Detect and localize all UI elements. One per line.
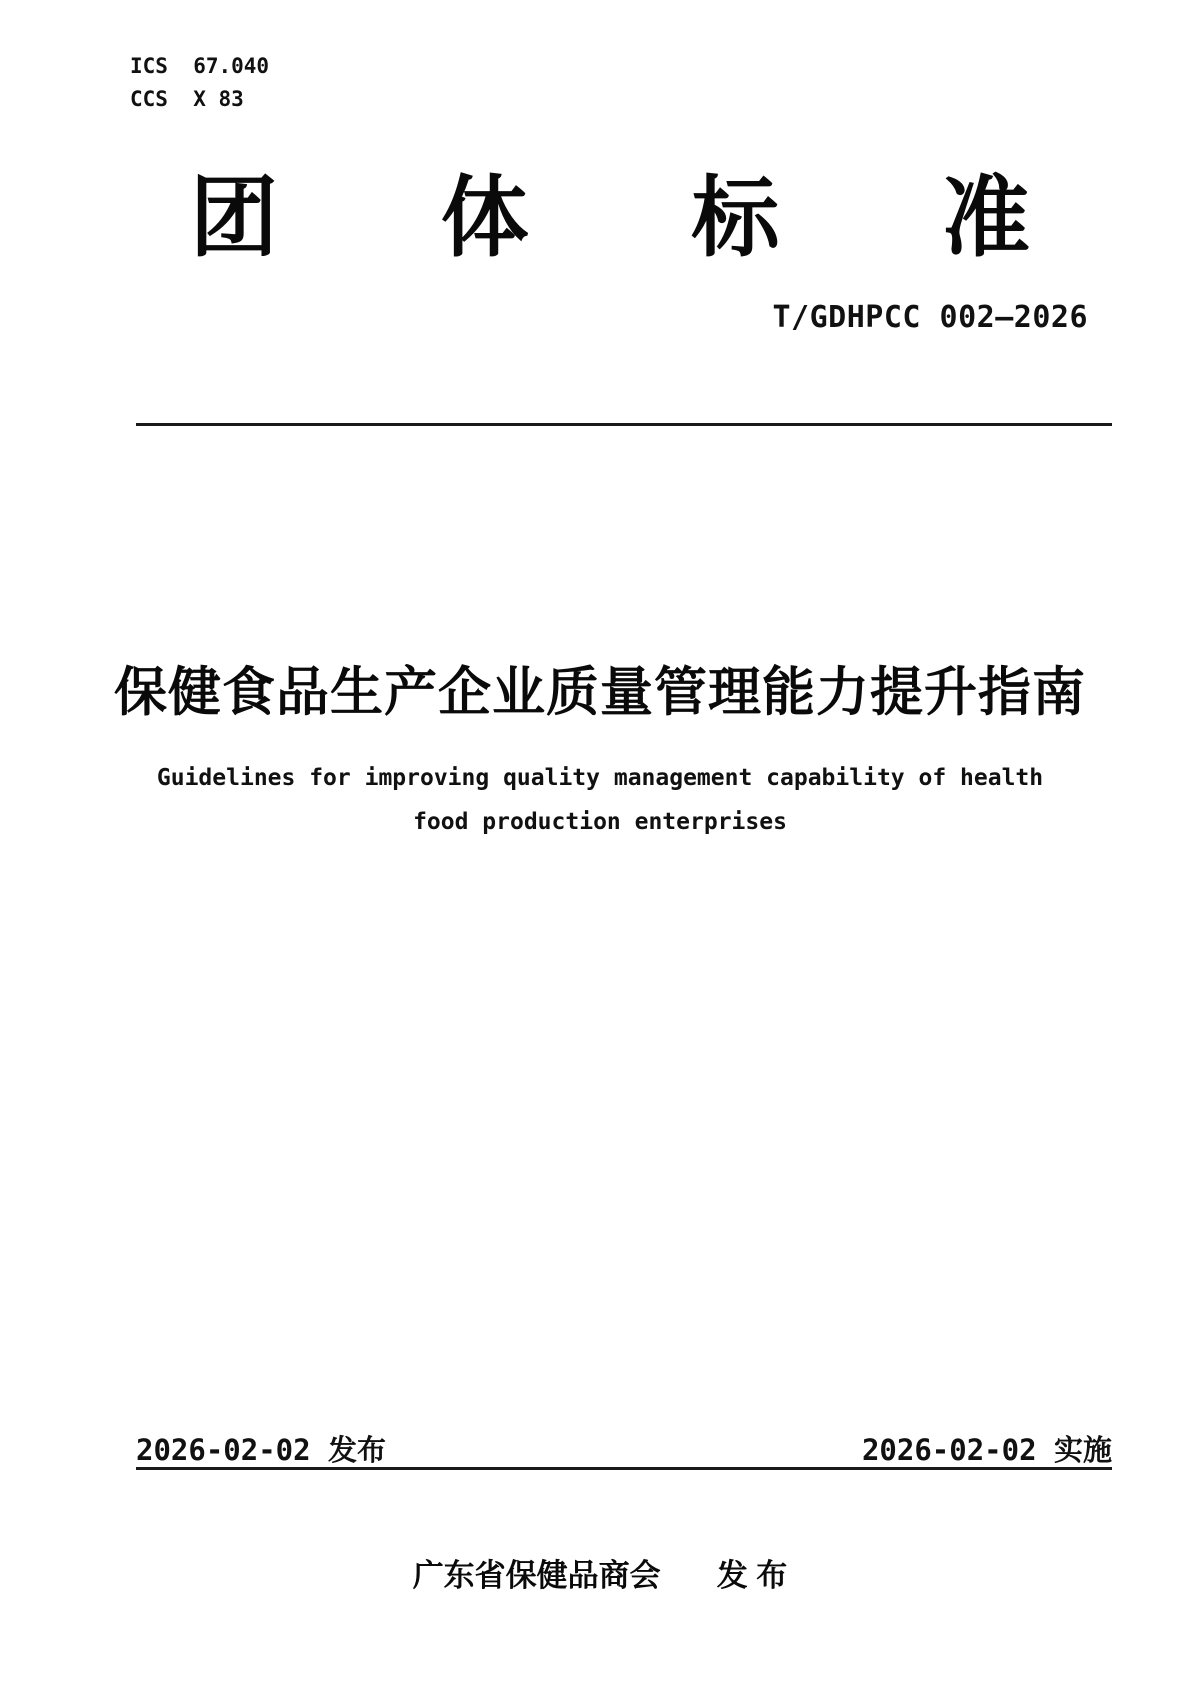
ics-code: ICS 67.040 bbox=[130, 54, 270, 78]
standard-type-heading bbox=[190, 168, 1030, 267]
document-title-en-line1: Guidelines for improving quality management capability of health bbox=[156, 765, 1044, 791]
document-title-en bbox=[0, 756, 1200, 844]
dates-row bbox=[136, 1428, 1112, 1469]
standard-type-char: 准 bbox=[941, 168, 1030, 267]
header-rule bbox=[136, 423, 1112, 426]
footer-rule bbox=[136, 1467, 1112, 1470]
standard-number: T/GDHPCC 002—2026 bbox=[772, 300, 1088, 335]
publisher-action: 发 布 bbox=[716, 1558, 788, 1593]
standard-type-char: 体 bbox=[440, 168, 529, 267]
document-title-en-line2: food production enterprises bbox=[413, 809, 787, 835]
ccs-code: CCS X 83 bbox=[130, 87, 244, 111]
implement-date: 2026-02-02 实施 bbox=[861, 1433, 1112, 1467]
standard-type-char: 标 bbox=[691, 168, 780, 267]
publisher-org: 广东省保健品商会 bbox=[412, 1558, 661, 1593]
document-title-zh: 保健食品生产企业质量管理能力提升指南 bbox=[114, 663, 1086, 722]
issue-date: 2026-02-02 发布 bbox=[136, 1433, 387, 1467]
classification-codes bbox=[130, 50, 269, 116]
publisher-row bbox=[0, 1550, 1200, 1595]
standard-type-char: 团 bbox=[190, 168, 279, 267]
